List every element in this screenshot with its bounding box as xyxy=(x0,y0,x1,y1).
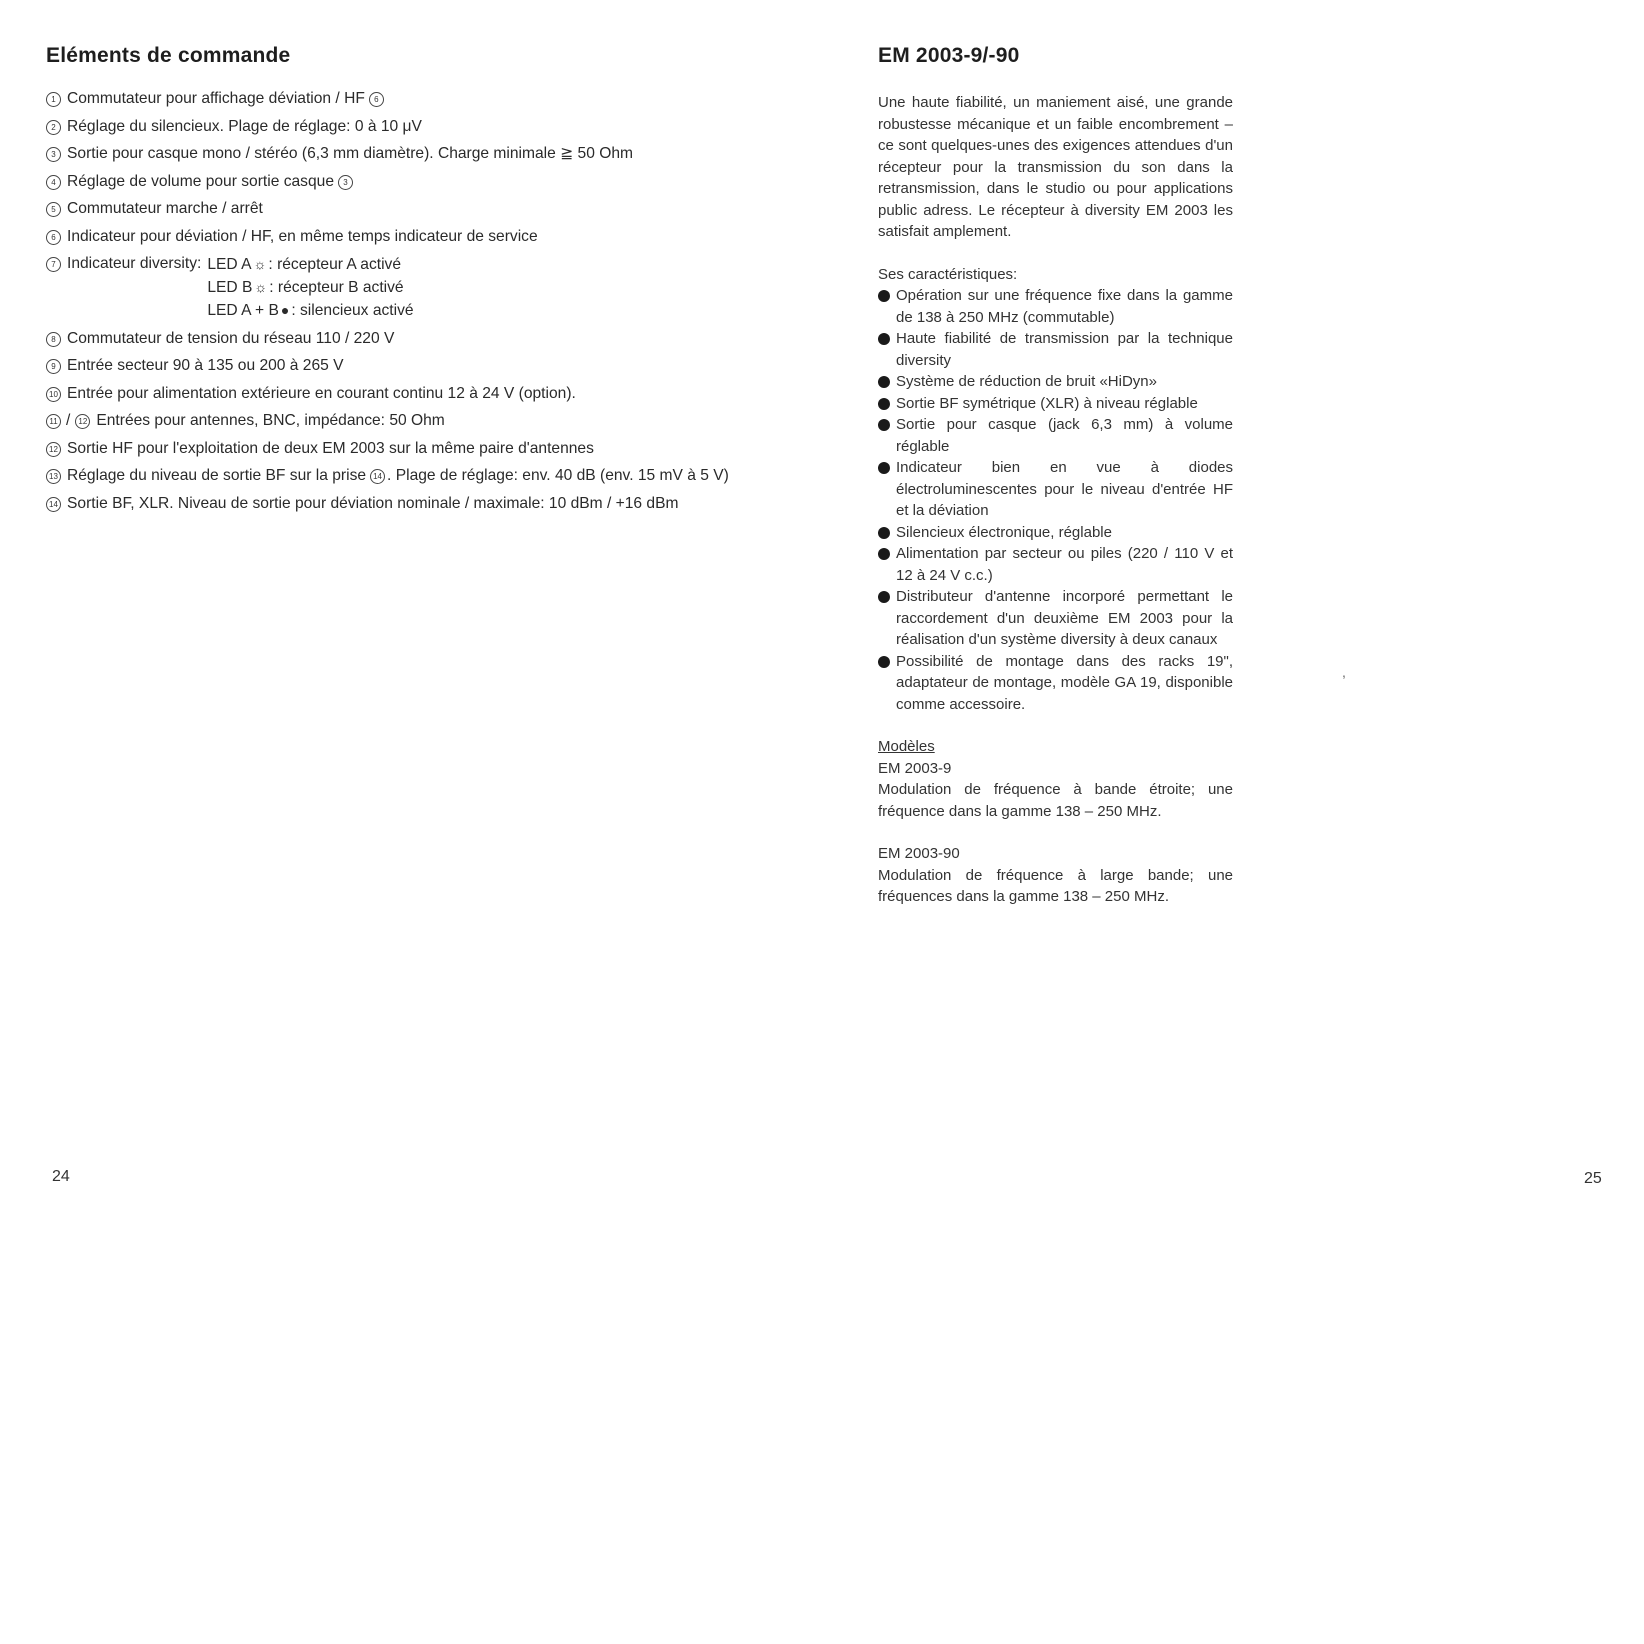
circled-number: 12 xyxy=(46,442,61,457)
model-description: Modulation de fréquence à large bande; une fréquences dans la gamme 138 – 250 MHz. xyxy=(878,866,1233,905)
bullet-icon xyxy=(878,548,890,560)
led-light-icon: ☼ xyxy=(253,256,267,272)
page-title: EM 2003-9/-90 xyxy=(878,44,1020,67)
circled-number: 4 xyxy=(46,175,61,190)
circled-number: 2 xyxy=(46,120,61,135)
list-item: 9 Entrée secteur 90 à 135 ou 200 à 265 V xyxy=(46,355,766,377)
list-item: 1 Commutateur pour affichage déviation / HF 6 xyxy=(46,88,766,110)
circled-number: 10 xyxy=(46,387,61,402)
list-item: Indicateur bien en vue à diodes électroluminescentes pour le niveau d'entrée HF et la déviation xyxy=(878,457,1233,522)
bullet-icon xyxy=(878,591,890,603)
stray-mark: , xyxy=(1342,664,1346,680)
list-item: 11 / 12 Entrées pour antennes, BNC, impédance: 50 Ohm xyxy=(46,410,766,432)
list-item: 6 Indicateur pour déviation / HF, en même temps indicateur de service xyxy=(46,226,766,248)
controls-list xyxy=(46,88,766,520)
bullet-icon xyxy=(878,290,890,302)
diversity-line-a: LED A ☼ : récepteur A activé xyxy=(207,256,402,273)
circled-number: 1 xyxy=(46,92,61,107)
model-description: Modulation de fréquence à bande étroite; une fréquence dans la gamme 138 – 250 MHz. xyxy=(878,781,1233,820)
page-title: Eléments de commande xyxy=(46,44,291,67)
list-item: 2 Réglage du silencieux. Plage de réglage: 0 à 10 μV xyxy=(46,116,766,138)
circled-number: 13 xyxy=(46,469,61,484)
circled-number: 12 xyxy=(75,414,90,429)
led-light-icon: ☼ xyxy=(254,279,268,295)
list-item: 10 Entrée pour alimentation extérieure en courant continu 12 à 24 V (option). xyxy=(46,383,766,405)
list-item: Opération sur une fréquence fixe dans la gamme de 138 à 250 MHz (commutable) xyxy=(878,285,1233,328)
list-item: Haute fiabilité de transmission par la technique diversity xyxy=(878,328,1233,371)
bullet-icon xyxy=(878,376,890,388)
content-column xyxy=(878,92,1233,908)
circled-reference: 3 xyxy=(338,175,353,190)
bullet-icon xyxy=(878,656,890,668)
list-item: Possibilité de montage dans des racks 19", adaptateur de montage, modèle GA 19, disponible comme accessoire. xyxy=(878,651,1233,716)
circled-number: 7 xyxy=(46,257,61,272)
diversity-line-b: LED B ☼ : récepteur B activé xyxy=(207,279,404,296)
circled-reference: 6 xyxy=(369,92,384,107)
list-item: Sortie BF symétrique (XLR) à niveau réglable xyxy=(878,393,1233,415)
list-item: Alimentation par secteur ou piles (220 / 110 V et 12 à 24 V c.c.) xyxy=(878,543,1233,586)
list-item: 13 Réglage du niveau de sortie BF sur la prise 14 . Plage de réglage: env. 40 dB (env. 15 mV à 5 V) xyxy=(46,465,766,487)
circled-reference: 14 xyxy=(370,469,385,484)
circled-number: 9 xyxy=(46,359,61,374)
bullet-icon xyxy=(878,398,890,410)
features-list xyxy=(878,285,1233,715)
right-page xyxy=(822,0,1644,1644)
bullet-icon xyxy=(878,333,890,345)
diversity-line-ab: LED A + B ● : silencieux activé xyxy=(207,302,414,319)
list-item: Silencieux électronique, réglable xyxy=(878,522,1233,544)
list-item: 12 Sortie HF pour l'exploitation de deux EM 2003 sur la même paire d'antennes xyxy=(46,438,766,460)
page-number: 25 xyxy=(1584,1170,1602,1187)
circled-number: 14 xyxy=(46,497,61,512)
list-item: 4 Réglage de volume pour sortie casque 3 xyxy=(46,171,766,193)
circled-number: 3 xyxy=(46,147,61,162)
list-item: Distributeur d'antenne incorporé permettant le raccordement d'un deuxième EM 2003 pour la réalisation d'un système diversity à deux canaux xyxy=(878,586,1233,651)
bullet-icon xyxy=(878,419,890,431)
list-item: 14 Sortie BF, XLR. Niveau de sortie pour déviation nominale / maximale: 10 dBm / +16 dBm xyxy=(46,493,766,515)
model-name: EM 2003-9 xyxy=(878,759,952,777)
bullet-icon xyxy=(878,462,890,474)
features-heading: Ses caractéristiques: xyxy=(878,265,1018,283)
diversity-item: 7 Indicateur diversity: LED A ☼ : récepteur A activé LED B ☼ : récepteur B activé LED A + B ● : silencieux activé xyxy=(46,253,766,322)
circled-number: 5 xyxy=(46,202,61,217)
circled-number: 8 xyxy=(46,332,61,347)
intro-paragraph: Une haute fiabilité, un maniement aisé, une grande robustesse mécanique et un faible encombrement – ce sont quelques-unes des exigences attendues d'un récepteur pour la transmission du son dans la retransmission, dans le studio ou pour applications public adress. Le récepteur à diversity EM 2003 les satisfait amplement. xyxy=(878,94,1233,240)
list-item: Sortie pour casque (jack 6,3 mm) à volume réglable xyxy=(878,414,1233,457)
list-item: 3 Sortie pour casque mono / stéréo (6,3 mm diamètre). Charge minimale ≧ 50 Ohm xyxy=(46,143,766,165)
list-item: 8 Commutateur de tension du réseau 110 / 220 V xyxy=(46,328,766,350)
models-heading: Modèles xyxy=(878,738,935,755)
list-item: 5 Commutateur marche / arrêt xyxy=(46,198,766,220)
filled-dot-icon: ● xyxy=(280,302,290,318)
list-item: Système de réduction de bruit «HiDyn» xyxy=(878,371,1233,393)
bullet-icon xyxy=(878,527,890,539)
circled-number: 11 xyxy=(46,414,61,429)
circled-number: 6 xyxy=(46,230,61,245)
model-name: EM 2003-90 xyxy=(878,845,960,862)
page-number: 24 xyxy=(52,1168,70,1185)
